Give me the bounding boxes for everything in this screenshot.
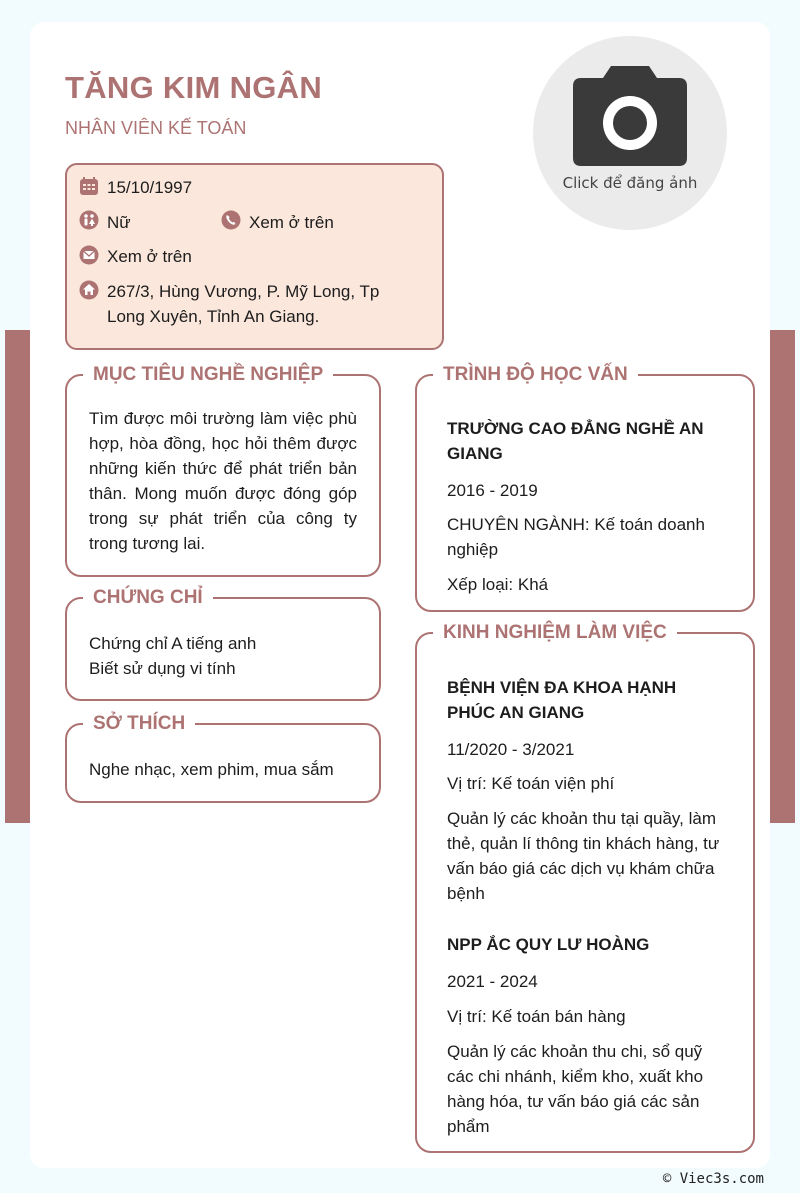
photo-caption: Click để đăng ảnh — [562, 174, 698, 192]
right-decor-band — [769, 330, 795, 823]
email-value: Xem ở trên — [107, 247, 192, 266]
certificate-item: Biết sử dụng vi tính — [89, 659, 236, 678]
camera-icon — [571, 66, 689, 170]
education-title: TRÌNH ĐỘ HỌC VẤN — [433, 363, 638, 387]
job-period: 2021 - 2024 — [447, 972, 538, 991]
job-period: 11/2020 - 3/2021 — [447, 740, 575, 759]
job-description: Quản lý các khoản thu chi, sổ quỹ các chi nhánh, kiểm kho, xuất kho hàng hóa, tư vấn báo giá các sản phẩm — [447, 1042, 704, 1136]
birthday-value: 15/10/1997 — [107, 178, 193, 197]
calendar-icon — [79, 176, 99, 196]
experience-title: KINH NGHIỆM LÀM VIỆC — [433, 621, 677, 645]
phone-icon — [221, 210, 241, 230]
candidate-name: TĂNG KIM NGÂN — [65, 70, 323, 105]
hobbies-section — [65, 713, 381, 803]
job-description: Quản lý các khoản thu tại quầy, làm thẻ, quản lí thông tin khách hàng, tư vấn báo giá các dịch vụ khám chữa bệnh — [447, 809, 720, 903]
candidate-job-title: NHÂN VIÊN KẾ TOÁN — [65, 118, 247, 138]
education-grade: Xếp loại: Khá — [447, 575, 549, 594]
address-line-1: 267/3, Hùng Vương, P. Mỹ Long, Tp — [107, 282, 380, 301]
job-company: BỆNH VIỆN ĐA KHOA HẠNH PHÚC AN GIANG — [447, 678, 677, 722]
objective-text: Tìm được môi trường làm việc phù hợp, hòa đồng, học hỏi thêm được những kiến thức để phát triển bản thân. Mong muốn được đóng góp trong sự phát triển của công ty trong tương lai. — [89, 409, 357, 553]
address-line-2: Long Xuyên, Tỉnh An Giang. — [107, 307, 320, 326]
objective-title: MỤC TIÊU NGHỀ NGHIỆP — [83, 363, 333, 387]
education-major: CHUYÊN NGÀNH: Kế toán doanh nghiệp — [447, 515, 705, 559]
footer-copyright: © Viec3s.com — [662, 1171, 764, 1187]
gender-value: Nữ — [107, 213, 131, 232]
photo-upload[interactable] — [533, 36, 727, 230]
education-section — [415, 364, 755, 612]
objective-section — [65, 364, 381, 577]
certificate-item: Chứng chỉ A tiếng anh — [89, 634, 257, 653]
left-decor-band — [5, 330, 31, 823]
certificates-title: CHỨNG CHỈ — [83, 586, 213, 610]
experience-section — [415, 622, 755, 1153]
phone-value: Xem ở trên — [249, 213, 334, 232]
job-company: NPP ẮC QUY LƯ HOÀNG — [447, 935, 650, 954]
job-position: Vị trí: Kế toán bán hàng — [447, 1007, 626, 1026]
email-icon — [79, 245, 99, 265]
home-icon — [79, 280, 99, 300]
hobbies-text: Nghe nhạc, xem phim, mua sắm — [89, 760, 334, 779]
school-name: TRƯỜNG CAO ĐẲNG NGHỀ AN GIANG — [447, 419, 704, 463]
certificates-section — [65, 587, 381, 701]
hobbies-title: SỞ THÍCH — [83, 712, 195, 736]
contact-info-box — [65, 163, 444, 350]
job-position: Vị trí: Kế toán viện phí — [447, 774, 615, 793]
gender-icon — [79, 210, 99, 230]
education-period: 2016 - 2019 — [447, 481, 538, 500]
